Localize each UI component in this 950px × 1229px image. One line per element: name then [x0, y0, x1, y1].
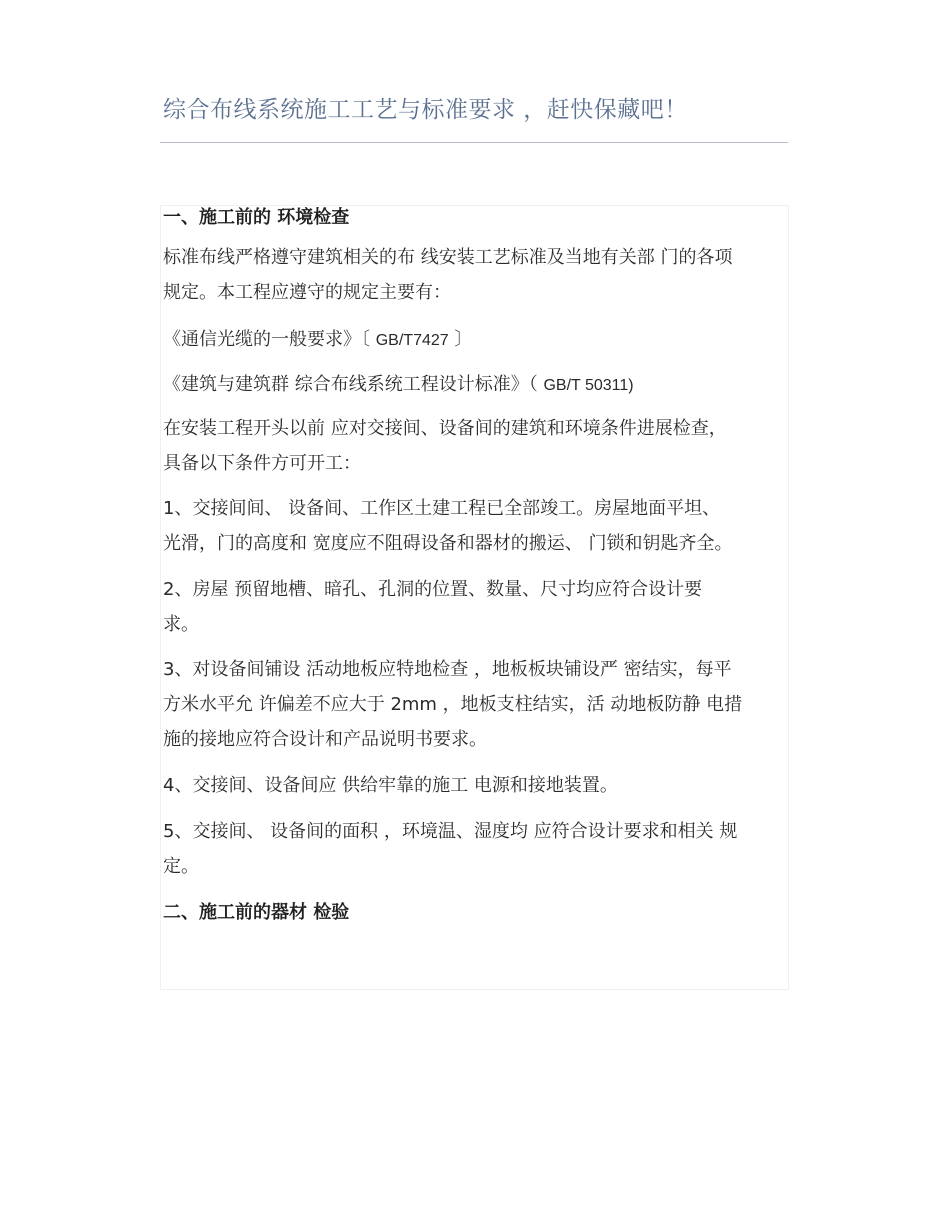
list-item	[163, 814, 803, 884]
standard-code: GB/T7427	[375, 332, 449, 349]
standard-name: 《通信光缆的一般要求》〔	[163, 329, 370, 350]
precondition-paragraph	[163, 411, 803, 481]
list-item-line: 1、交接间间、 设备间、工作区土建工程已全部竣工。房屋地面平坦、	[163, 498, 721, 519]
section-heading-material-inspection: 二、施工前的器材 检验	[163, 902, 350, 923]
intro-line: 标准布线严格遵守建筑相关的布 线安装工艺标准及当地有关部 门的各项	[163, 247, 733, 268]
title-divider	[160, 142, 788, 143]
standard-reference	[163, 325, 472, 351]
intro-line: 规定。本工程应遵守的规定主要有：	[163, 282, 451, 303]
list-item-line: 光滑，门的高度和 宽度应不阻碍设备和器材的搬运、 门锁和钥匙齐全。	[163, 533, 733, 554]
list-item-line: 方米水平允 许偏差不应大于 2mm ，地板支柱结实，活 动地板防静 电措	[163, 694, 743, 715]
standard-code: GB/T 50311)	[543, 377, 634, 394]
standard-name: 《建筑与建筑群 综合布线系统工程设计标准》（	[163, 374, 538, 395]
standard-close: 〕	[454, 329, 473, 350]
standard-reference	[163, 370, 634, 396]
list-item	[163, 572, 803, 642]
list-item-line: 4、交接间、设备间应 供给牢靠的施工 电源和接地装置。	[163, 775, 618, 796]
section-heading-environment-check: 一、施工前的 环境检查	[163, 207, 350, 228]
list-item-line: 求。	[163, 614, 199, 635]
list-item-line: 2、房屋 预留地槽、暗孔、孔洞的位置、数量、尺寸均应符合设计要	[163, 579, 703, 600]
precondition-line: 具备以下条件方可开工：	[163, 453, 361, 474]
list-item-line: 3、对设备间铺设 活动地板应特地检查 ，地板板块铺设严 密结实，每平	[163, 659, 732, 680]
document-title: 综合布线系统施工工艺与标准要求 ，赶快保藏吧！	[163, 97, 688, 123]
list-item	[163, 768, 803, 803]
intro-paragraph	[163, 240, 803, 310]
list-item-line: 施的接地应符合设计和产品说明书要求。	[163, 729, 487, 750]
list-item-line: 定。	[163, 856, 199, 877]
precondition-line: 在安装工程开头以前 应对交接间、设备间的建筑和环境条件进展检查，	[163, 418, 727, 439]
list-item-line: 5、交接间、 设备间的面积 ，环境温、湿度均 应符合设计要求和相关 规	[163, 821, 738, 842]
list-item	[163, 652, 803, 757]
list-item	[163, 491, 803, 561]
